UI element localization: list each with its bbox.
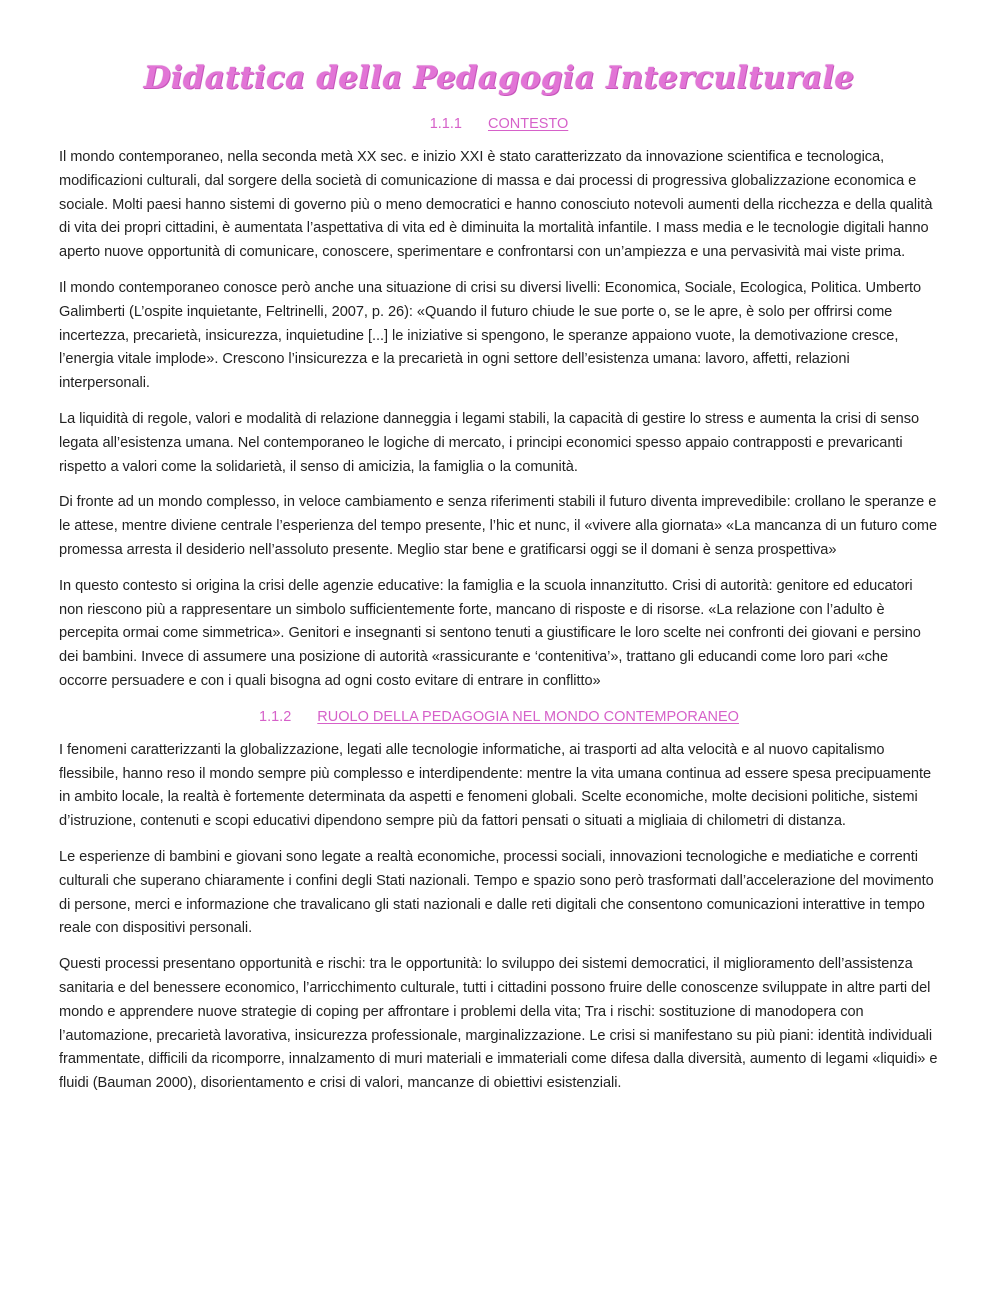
section-title: CONTESTO <box>487 116 569 132</box>
section-ruolo-pedagogia <box>59 707 939 1096</box>
paragraph: Di fronte ad un mondo complesso, in veloce cambiamento e senza riferimenti stabili il futuro diventa imprevedibile: crollano le speranze e le attese, mentre diviene centrale l’esperienza del tempo presente, l’hic et nunc, il «vivere alla giornata» «La mancanza di un futuro come promessa arresta il desiderio nell’assoluto presente. Meglio star bene e gratificarsi oggi se il domani è senza prospettiva» <box>59 494 938 558</box>
paragraph: In questo contesto si origina la crisi delle agenzie educative: la famiglia e la scuola innanzitutto. Crisi di autorità: genitore ed educatori non riescono più a rappresentare un simbolo sufficientemente forte, mancano di risposte e di risorse. «La relazione con l’adulto è percepita ormai come simmetrica». Genitori e insegnanti si sentono tenuti a giustificare le loro scelte nei confronti dei giovani e persino dei bambini. Invece di assumere una posizione di autorità «rassicurante e ‘contenitiva’», trattano gli educandi come loro pari «che occorre persuadere e con i quali bisogna ad ogni costo evitare di entrare in conflitto» <box>59 577 921 689</box>
section-number: 1.1.1 <box>429 116 462 132</box>
section-title: RUOLO DELLA PEDAGOGIA NEL MONDO CONTEMPORANEO <box>317 708 739 725</box>
section-contesto <box>59 114 939 694</box>
document-page <box>59 56 939 1108</box>
section-heading <box>59 114 939 134</box>
section-number: 1.1.2 <box>259 708 292 725</box>
section-heading <box>59 707 939 727</box>
document-title: Didattica della Pedagogia Interculturale <box>143 60 855 96</box>
paragraph: La liquidità di regole, valori e modalità di relazione danneggia i legami stabili, la capacità di gestire lo stress e aumenta la crisi di senso legata all’esistenza umana. Nel contemporaneo le logiche di mercato, i principi economici spesso appaio contrapposti e prevaricanti rispetto a valori come la solidarietà, il senso di amicizia, la famiglia o la comunità. <box>59 410 920 475</box>
paragraph: Questi processi presentano opportunità e rischi: tra le opportunità: lo sviluppo dei sistemi democratici, il miglioramento dell’assistenza sanitaria e del benessere economico, l’arricchimento culturale, tutti i cittadini possono fruire delle conoscenze sviluppate in altre parti del mondo e apprendere nuove strategie di coping per affrontare i problemi della vita; Tra i rischi: sostituzione di manodopera con l’automazione, precarietà lavorativa, insicurezza professionale, marginalizzazione. Le crisi si manifestano su più piani: identità individuali frammentate, difficili da ricomporre, innalzamento di muri materiali e immateriali come difesa dalla diversità, aumento di legami «liquidi» e fluidi (Bauman 2000), disorientamento e crisi di valori, mancanze di obiettivi esistenziali. <box>59 956 938 1092</box>
paragraph: I fenomeni caratterizzanti la globalizzazione, legati alle tecnologie informatiche, ai trasporti ad alta velocità e al nuovo capitalismo flessibile, hanno reso il mondo sempre più complesso e interdipendente: mentre la vita umana continua ad essere spesa precipuamente in ambito locale, la realtà è fortemente determinata da aspetti e fenomeni globali. Scelte economiche, molte decisioni politiche, sistemi d’istruzione, contenuti e scopi educativi dipendono sempre più da fattori pensati o situati a migliaia di chilometri di distanza. <box>59 741 932 830</box>
paragraph: Il mondo contemporaneo, nella seconda metà XX sec. e inizio XXI è stato caratterizzato da innovazione scientifica e tecnologica, modificazioni culturali, dal sorgere della società di comunicazione di massa e dai processi di progressiva globalizzazione economica e sociale. Molti paesi hanno sistemi di governo più o meno democratici e hanno conosciuto notevoli aumenti della ricchezza e della qualità di vita dei propri cittadini, è aumentata l’aspettativa di vita ed è diminuita la mortalità infantile. I mass media e le tecnologie digitali hanno aperto nuove opportunità di comunicare, conoscere, sperimentare e confrontarsi con un’ampiezza e una pervasività mai viste prima. <box>59 149 933 261</box>
paragraph: Le esperienze di bambini e giovani sono legate a realtà economiche, processi sociali, innovazioni tecnologiche e mediatiche e correnti culturali che superano chiaramente i confini degli Stati nazionali. Tempo e spazio sono però trasformati dall’accelerazione del movimento di persone, merci e informazione che travalicano gli stati nazionali e dalle reti digitali che consentono comunicazioni interattive in tempo reale con dispositivi personali. <box>59 848 934 937</box>
paragraph: Il mondo contemporaneo conosce però anche una situazione di crisi su diversi livelli: Economica, Sociale, Ecologica, Politica. Umberto Galimberti (L’ospite inquietante, Feltrinelli, 2007, p. 26): «Quando il futuro chiude le sue porte o, se le apre, è solo per offrirsi come incertezza, precarietà, insicurezza, inquietudine [...] le iniziative si spengono, le speranze appaiono vuote, la demotivazione cresce, l’energia vitale implode». Crescono l’insicurezza e la precarietà in ogni settore dell’esistenza umana: lavoro, affetti, relazioni interpersonali. <box>59 279 922 392</box>
